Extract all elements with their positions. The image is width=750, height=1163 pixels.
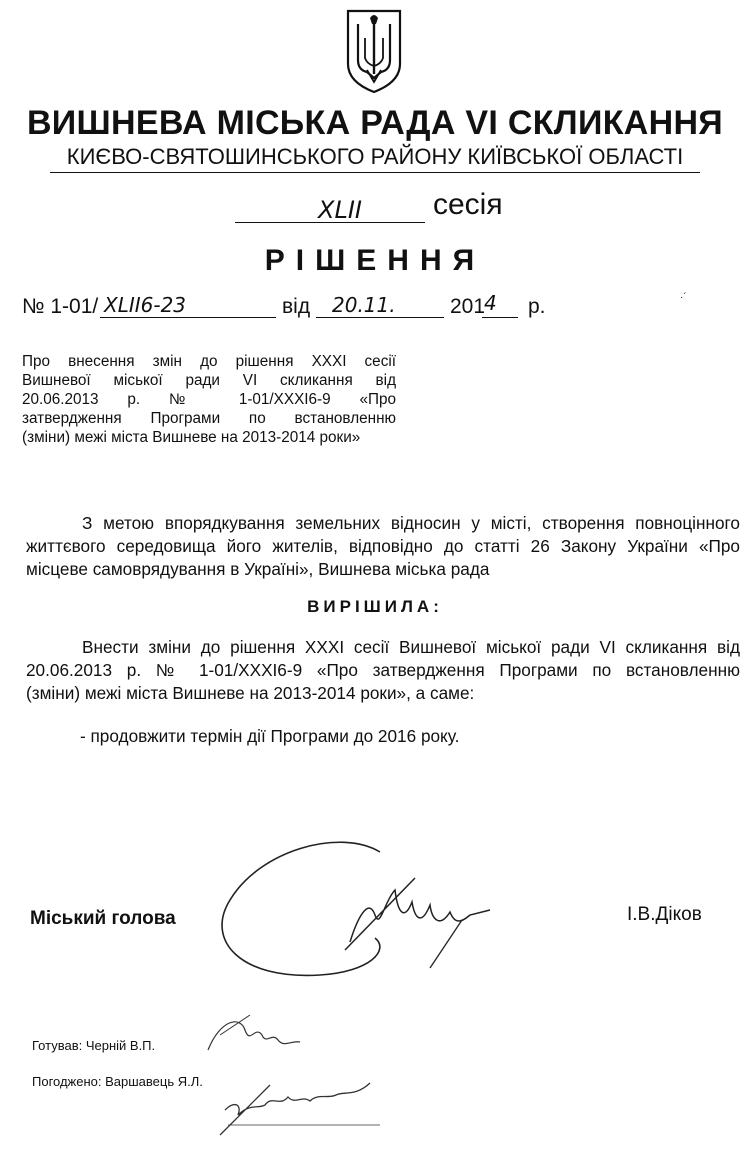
year-prefix: 201 <box>450 295 486 318</box>
session-label: сесія <box>433 188 503 221</box>
resolution-line: Внести зміни до рішення XXXI сесії Вишневої міської ради VI скликання від <box>82 637 740 657</box>
date-handwritten: 20.11. <box>332 293 396 317</box>
subject-line: (зміни) межі міста Вишневе на 2013-2014 роки» <box>22 429 361 446</box>
decision-number-prefix: № 1-01/ <box>22 295 99 318</box>
district-subtitle: КИЄВО-СВЯТОШИНСЬКОГО РАЙОНУ КИЇВСЬКОЇ ОБЛАСТІ <box>66 144 684 169</box>
decision-title: РІШЕННЯ <box>264 244 486 277</box>
agreed-signature <box>210 1065 390 1145</box>
header-divider <box>50 172 700 173</box>
session-number-handwritten: XLII <box>318 196 362 224</box>
scan-speck: ·´ <box>680 292 687 303</box>
resolution-paragraph <box>26 636 740 705</box>
session-underline <box>235 222 425 223</box>
decision-subject <box>22 352 396 447</box>
agreed-by: Погоджено: Варшавець Я.Л. <box>32 1074 203 1089</box>
subject-line: Вишневої міської ради VI скликання від <box>22 372 396 389</box>
subject-line: затвердження Програми по встановленню <box>22 410 396 427</box>
head-signature <box>200 820 520 990</box>
prepared-by: Готував: Черній В.П. <box>32 1038 156 1053</box>
resolution-line: 20.06.2013 р. № 1-01/XXXI6-9 «Про затвердження Програми по встановленню <box>26 660 740 680</box>
preamble-line: життєвого середовища його жителів, відповідно до статті 26 Закону України «Про <box>26 536 740 556</box>
coat-of-arms-trident-icon <box>345 8 403 94</box>
head-title: Міський голова <box>30 908 176 929</box>
number-underline <box>100 317 276 318</box>
decision-number-line <box>22 291 562 325</box>
date-underline <box>316 317 444 318</box>
council-title: ВИШНЕВА МІСЬКА РАДА VI СКЛИКАННЯ <box>26 104 724 142</box>
resolution-bullet: - продовжити термін дії Програми до 2016 року. <box>80 726 460 746</box>
decision-number-handwritten: XLII6-23 <box>104 293 187 317</box>
prepared-signature <box>200 1010 310 1065</box>
head-name: І.В.Діков <box>627 904 702 925</box>
preamble-paragraph <box>26 512 740 581</box>
from-label: від <box>282 295 311 318</box>
resolution-line: (зміни) межі міста Вишневе на 2013-2014 роки», а саме: <box>26 683 475 703</box>
year-underline <box>482 317 518 318</box>
preamble-line: З метою впорядкування земельних відносин у місті, створення повноцінного <box>82 513 740 533</box>
subject-line: Про внесення змін до рішення XXXI сесії <box>22 353 396 370</box>
year-suffix: р. <box>528 295 546 318</box>
preamble-line: місцеве самоврядування в Україні», Вишнева міська рада <box>26 559 490 579</box>
subject-line: 20.06.2013 р. № 1-01/XXXI6-9 «Про <box>22 391 396 408</box>
resolved-heading: ВИРІШИЛА: <box>307 597 443 616</box>
year-digit-handwritten: 4 <box>484 291 497 315</box>
